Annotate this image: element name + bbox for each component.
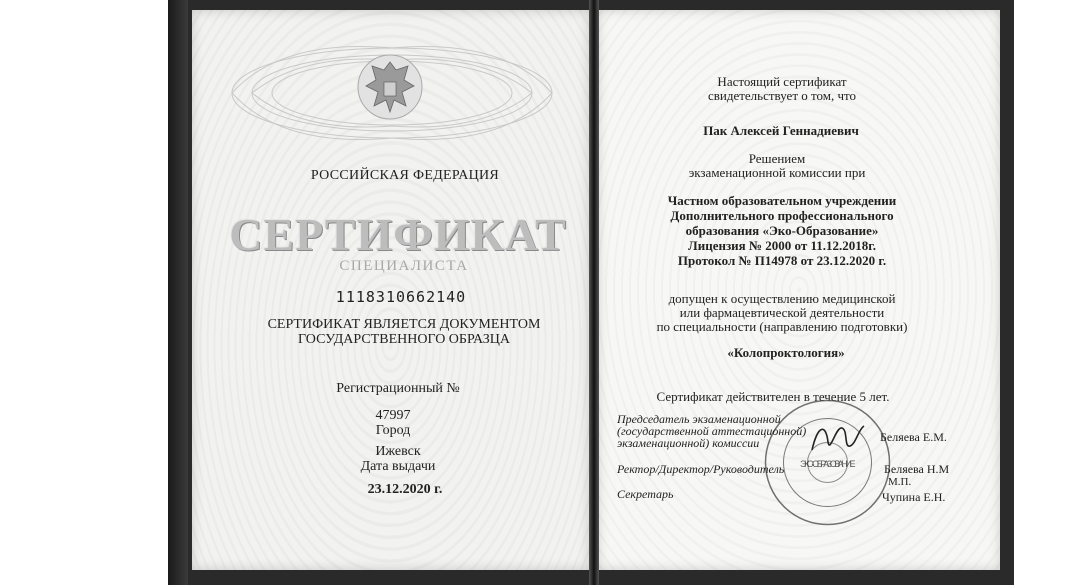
institution-block bbox=[668, 193, 897, 268]
coat-of-arms-icon bbox=[350, 52, 430, 122]
seal-place-mark: М.П. bbox=[888, 476, 912, 488]
country-name: РОССИЙСКАЯ ФЕДЕРАЦИЯ bbox=[310, 168, 500, 183]
admission-line: или фармацевтической деятельности bbox=[679, 305, 885, 320]
admission-line: по специальности (направлению подготовки) bbox=[656, 319, 908, 334]
intro-line: свидетельствует о том, что bbox=[707, 88, 857, 103]
secretary-name: Чупина Е.Н. bbox=[882, 490, 946, 504]
validity-statement: Сертификат действителен в течение 5 лет. bbox=[656, 389, 890, 404]
city-label: Город bbox=[375, 423, 411, 438]
city-block bbox=[361, 444, 436, 474]
rector-name: Беляева Н.М bbox=[884, 462, 950, 476]
admission-text bbox=[657, 292, 908, 334]
chair-label-line: Председатель экзаменационной bbox=[617, 412, 781, 426]
statement-line: СЕРТИФИКАТ ЯВЛЯЕТСЯ ДОКУМЕНТОМ bbox=[267, 317, 541, 332]
statement-line: ГОСУДАРСТВЕННОГО ОБРАЗЦА bbox=[298, 332, 510, 347]
stamp-text: ЭКО-ОБРАЗОВАНИЕ bbox=[800, 459, 856, 469]
protocol-line: Протокол № П14978 от 23.12.2020 г. bbox=[677, 253, 887, 268]
booklet-spine bbox=[589, 0, 599, 585]
secretary-label: Секретарь bbox=[617, 487, 674, 501]
certificate-title: СЕРТИФИКАТ bbox=[229, 209, 567, 260]
admission-line: допущен к осуществлению медицинской bbox=[668, 291, 896, 306]
cover-edge bbox=[168, 0, 188, 585]
institution-line: Частном образовательном учреждении bbox=[667, 193, 897, 208]
serial-number: 1118310662140 bbox=[335, 288, 467, 306]
institution-line: образования «Эко-Образование» bbox=[685, 223, 879, 238]
issue-date: 23.12.2020 г. bbox=[367, 482, 443, 497]
chair-name: Беляева Е.М. bbox=[880, 430, 947, 444]
license-line: Лицензия № 2000 от 11.12.2018г. bbox=[688, 238, 876, 253]
intro-text bbox=[708, 75, 856, 103]
certificate-subtitle: СПЕЦИАЛИСТА bbox=[339, 258, 469, 274]
decision-line: Решением bbox=[748, 151, 806, 166]
city-name: Ижевск bbox=[375, 444, 421, 459]
decision-line: экзаменационной комиссии при bbox=[688, 165, 866, 180]
chair-label bbox=[617, 413, 806, 449]
specialty: «Колопроктология» bbox=[727, 345, 845, 360]
registration-label: Регистрационный № bbox=[336, 381, 460, 396]
registration-number: 47997 bbox=[375, 408, 411, 423]
chair-label-line: (государственной аттестационной) bbox=[617, 424, 807, 438]
state-document-statement bbox=[268, 317, 541, 347]
institution-line: Дополнительного профессионального bbox=[670, 208, 894, 223]
rector-label: Ректор/Директор/Руководитель bbox=[617, 462, 785, 476]
handwritten-signature bbox=[808, 420, 868, 456]
holder-name: Пак Алексей Геннадиевич bbox=[703, 123, 859, 138]
intro-line: Настоящий сертификат bbox=[717, 74, 847, 89]
chair-label-line: экзаменационной) комиссии bbox=[617, 436, 760, 450]
decision-text bbox=[689, 152, 866, 180]
registration-block bbox=[376, 408, 411, 438]
issue-date-label: Дата выдачи bbox=[360, 459, 436, 474]
